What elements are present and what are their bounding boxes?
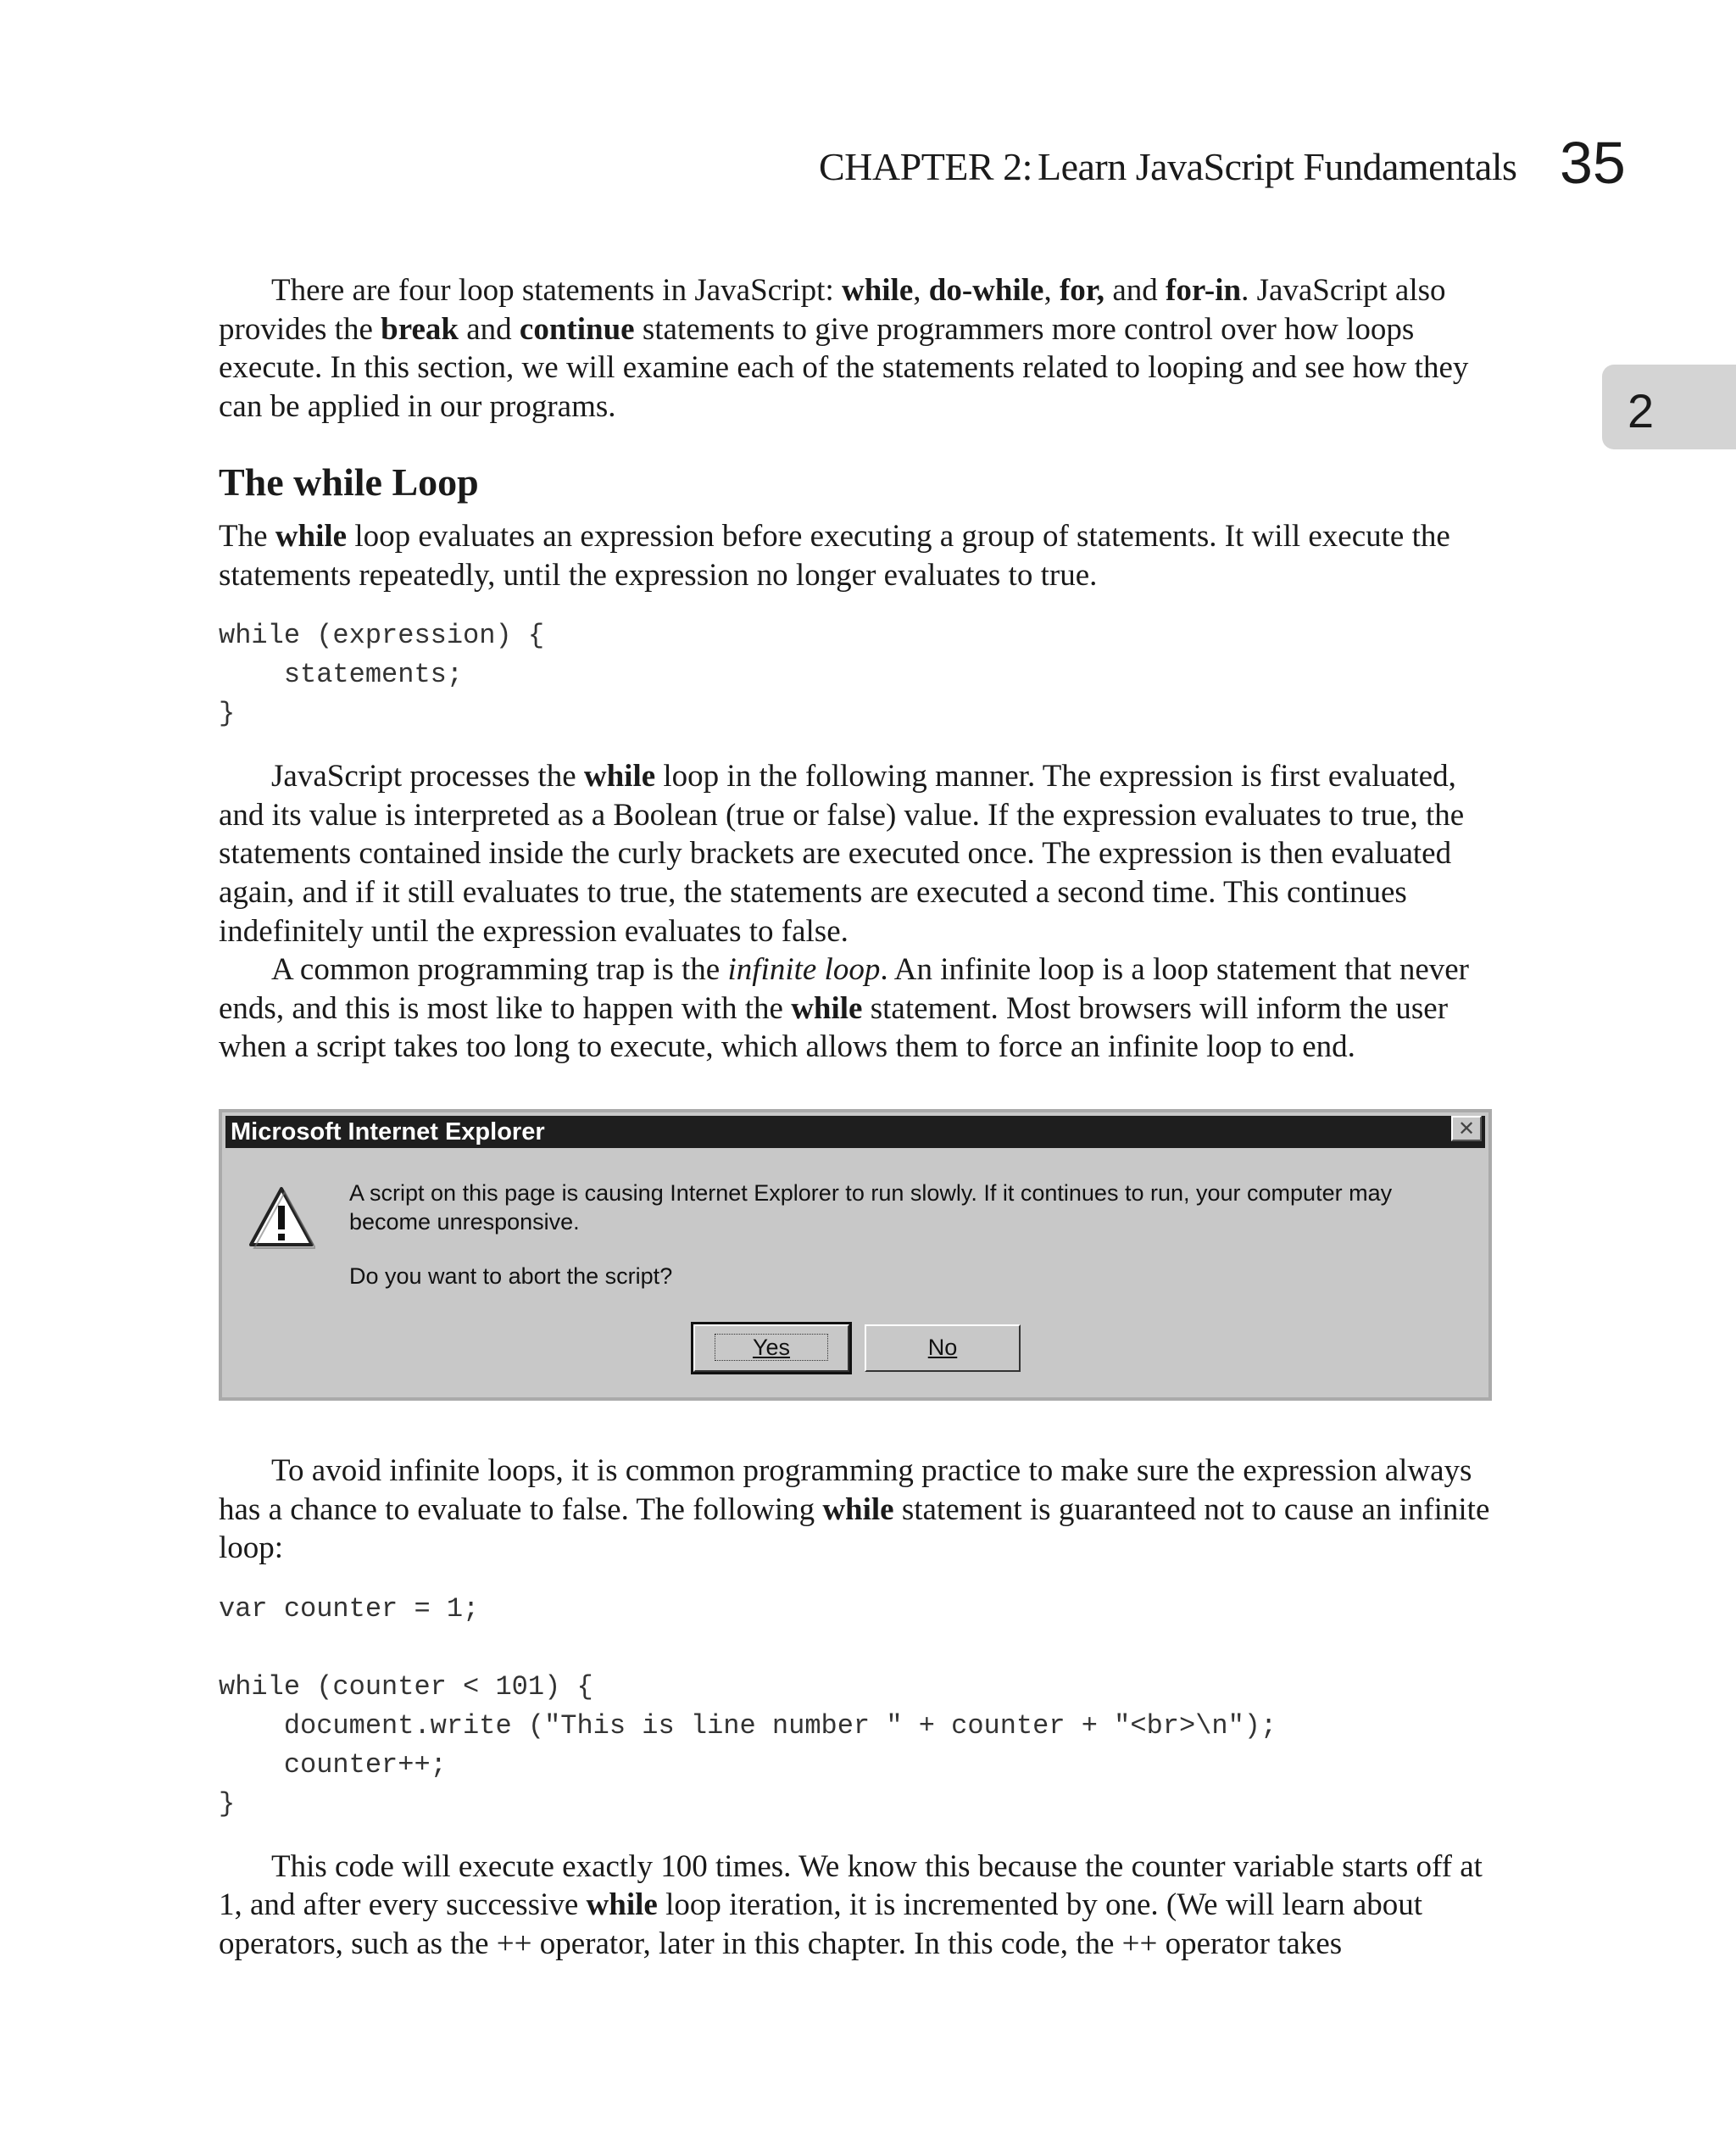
term-infinite-loop: infinite loop xyxy=(727,952,881,988)
no-button-label: No xyxy=(927,1334,958,1360)
infinite-loop-paragraph: A common programming trap is the infinite loop. An infinite loop is a loop statement that never ends, and this is most like to happen with the while statement. Most browsers will inform the user when a script takes too long to execute, which allows them to force an infinite loop to end. xyxy=(219,952,1469,1065)
process-paragraph: JavaScript processes the while loop in the following manner. The expression is first evaluated, and its value is interpreted as a Boolean (true or false) value. If the expression evaluates to true, the statements contained inside the curly brackets are executed once. The expression is then evaluated again, and if it still evaluates to true, the statements are executed a second time. This continues indefinitely until the expression evaluates to false. xyxy=(219,759,1465,949)
ie-script-warning-dialog xyxy=(219,1109,1492,1401)
while-definition-paragraph: The while loop evaluates an expression before executing a group of statements. It will execute the statements repeatedly, until the expression no longer evaluates to true. xyxy=(219,519,1450,593)
warning-icon xyxy=(248,1185,315,1250)
intro-paragraph: There are four loop statements in JavaScript: while, do-while, for, and for-in. JavaScript also provides the break and continue statements to give programmers more control over how loops execute. In this section, we will examine each of the statements related to looping and see how they can be applied in our programs. xyxy=(219,273,1469,424)
dialog-message: A script on this page is causing Internet Explorer to run slowly. If it continues to run, your computer may become unresponsive. xyxy=(349,1179,1393,1235)
section-heading-while-loop: The while Loop xyxy=(219,460,479,504)
keyword-while: while xyxy=(841,273,914,308)
keyword-break: break xyxy=(381,311,459,347)
chapter-thumb-tab xyxy=(1602,365,1736,449)
dialog-title: Microsoft Internet Explorer xyxy=(231,1118,545,1145)
yes-button[interactable] xyxy=(693,1324,849,1372)
yes-button-label: Yes xyxy=(715,1334,828,1361)
chapter-title: Learn JavaScript Fundamentals xyxy=(1038,145,1517,188)
close-button[interactable] xyxy=(1451,1116,1482,1141)
keyword-for: for, xyxy=(1059,273,1105,308)
page-number: 35 xyxy=(1560,130,1626,196)
code-block-while-syntax: while (expression) { statements; } xyxy=(219,620,545,730)
running-head xyxy=(797,130,1644,203)
dialog-question: Do you want to abort the script? xyxy=(349,1263,673,1289)
keyword-for-in: for-in xyxy=(1166,273,1242,308)
close-icon: ✕ xyxy=(1457,1117,1476,1140)
keyword-do-while: do-while xyxy=(928,273,1044,308)
closing-paragraph: This code will execute exactly 100 times. We know this because the counter variable starts off at 1, and after every successive while loop iteration, it is incremented by one. (We will learn about operators, such as the ++ operator, later in this chapter. In this code, the ++ operator takes xyxy=(219,1848,1483,1961)
figure-dialog xyxy=(219,1109,1492,1401)
keyword-continue: continue xyxy=(519,311,635,347)
avoid-paragraph: To avoid infinite loops, it is common programming practice to make sure the expression always has a chance to evaluate to false. The following while statement is guaranteed not to cause an infinite loop: xyxy=(219,1452,1490,1566)
page-body xyxy=(219,271,1499,1964)
chapter-label: CHAPTER 2: xyxy=(819,145,1032,188)
no-button[interactable] xyxy=(865,1324,1021,1372)
code-block-counter-example: var counter = 1; while (counter < 101) { document.write ("This is line number " + counter + "<br>\n"); counter++; } xyxy=(219,1592,1277,1820)
chapter-tab-label: 2 xyxy=(1628,384,1655,438)
dialog-title-bar xyxy=(225,1116,1485,1148)
